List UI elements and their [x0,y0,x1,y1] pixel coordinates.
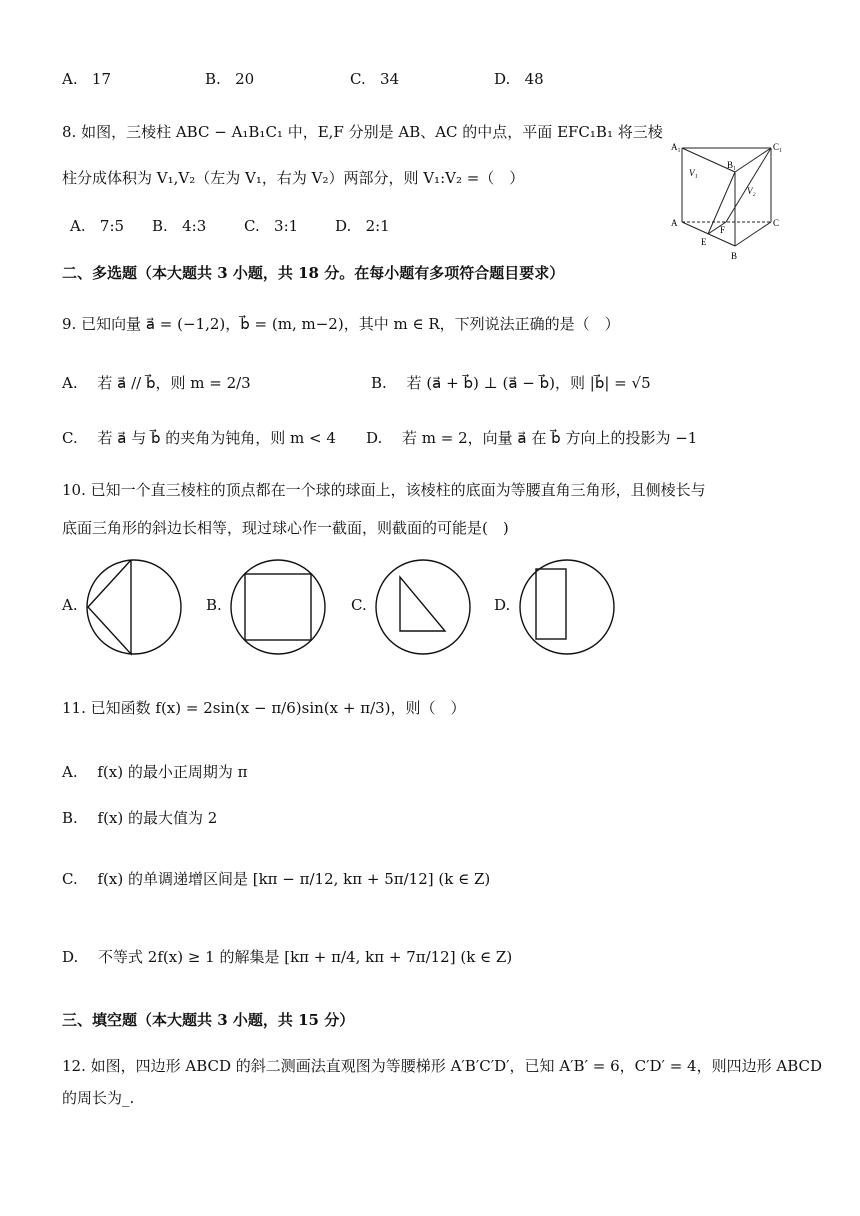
q10-stem-line1: 10. 已知一个直三棱柱的顶点都在一个球的球面上，该棱柱的底面为等腰直角三角形，且侧棱长与 [62,481,706,499]
q8-stem-line2: 柱分成体积为 V₁,V₂（左为 V₁，右为 V₂）两部分，则 V₁:V₂ =（ ） [62,169,525,187]
q9-option-d: D. 若 m = 2，向量 a⃗ 在 b⃗ 方向上的投影为 −1 [366,429,698,447]
q11-stem: 11. 已知函数 f(x) = 2sin(x − π/6)sin(x + π/3)，则（ ） [62,699,466,717]
label-a: A [671,218,678,228]
q10-figure-a [84,557,184,657]
q11-option-d: D. 不等式 2f(x) ≥ 1 的解集是 [kπ + π/4, kπ + 7π/12] (k ∈ Z) [62,948,513,966]
q8-stem-line1: 8. 如图，三棱柱 ABC − A₁B₁C₁ 中，E,F 分别是 AB、AC 的中点，平面 EFC₁B₁ 将三棱 [62,123,663,141]
label-v2: V₂ [747,186,756,196]
q12-stem-line2: 的周长为_. [62,1089,135,1107]
q9-option-c: C. 若 a⃗ 与 b⃗ 的夹角为钝角，则 m < 4 [62,429,336,447]
q9-option-a: A. 若 a⃗ // b⃗，则 m = 2/3 [62,374,251,392]
q8-option-d: D. 2:1 [335,217,390,235]
label-c: C [773,218,780,228]
q10-option-b-label: B. [206,596,222,614]
q10-figure-b [228,557,328,657]
edge-bc [735,222,771,246]
label-c1: C₁ [773,142,783,152]
q9-stem: 9. 已知向量 a⃗ = (−1,2)，b⃗ = (m, m−2)，其中 m ∈ R，下列说法正确的是（ ） [62,315,620,333]
label-f: F [720,225,726,235]
q7-option-a: A. 17 [62,70,112,88]
q8-option-c: C. 3:1 [244,217,299,235]
q10-stem-line2: 底面三角形的斜边长相等，现过球心作一截面，则截面的可能是( ) [62,519,509,537]
label-a1: A₁ [671,142,681,152]
label-e: E [701,237,707,247]
q12-stem-line1: 12. 如图，四边形 ABCD 的斜二测画法直观图为等腰梯形 A′B′C′D′，已知 A′B′ = 6，C′D′ = 4，则四边形 ABCD [62,1057,823,1075]
q11-option-a: A. f(x) 的最小正周期为 π [62,763,248,781]
q10-option-a-label: A. [62,596,78,614]
label-b: B [731,251,738,261]
edge-b1c1 [735,148,771,172]
q11-option-c: C. f(x) 的单调递增区间是 [kπ − π/12, kπ + 5π/12] (k ∈ Z) [62,870,491,888]
q7-option-c: C. 34 [350,70,400,88]
section-2-heading: 二、多选题（本大题共 3 小题，共 18 分。在每小题有多项符合题目要求） [62,264,565,282]
q9-option-b: B. 若 (a⃗ + b⃗) ⊥ (a⃗ − b⃗)，则 |b⃗| = √5 [371,374,651,392]
label-v1: V₁ [689,168,698,178]
q7-option-b: B. 20 [205,70,255,88]
q10-option-c-label: C. [351,596,367,614]
q8-option-b: B. 4:3 [152,217,207,235]
section-3-heading: 三、填空题（本大题共 3 小题，共 15 分） [62,1011,355,1029]
label-b1: B₁ [727,160,737,170]
q11-option-b: B. f(x) 的最大值为 2 [62,809,218,827]
q10-figure-c [373,557,473,657]
prism-figure [665,138,795,264]
q8-option-a: A. 7:5 [70,217,125,235]
q7-option-d: D. 48 [494,70,544,88]
q10-option-d-label: D. [494,596,511,614]
q10-figure-d [517,557,617,657]
